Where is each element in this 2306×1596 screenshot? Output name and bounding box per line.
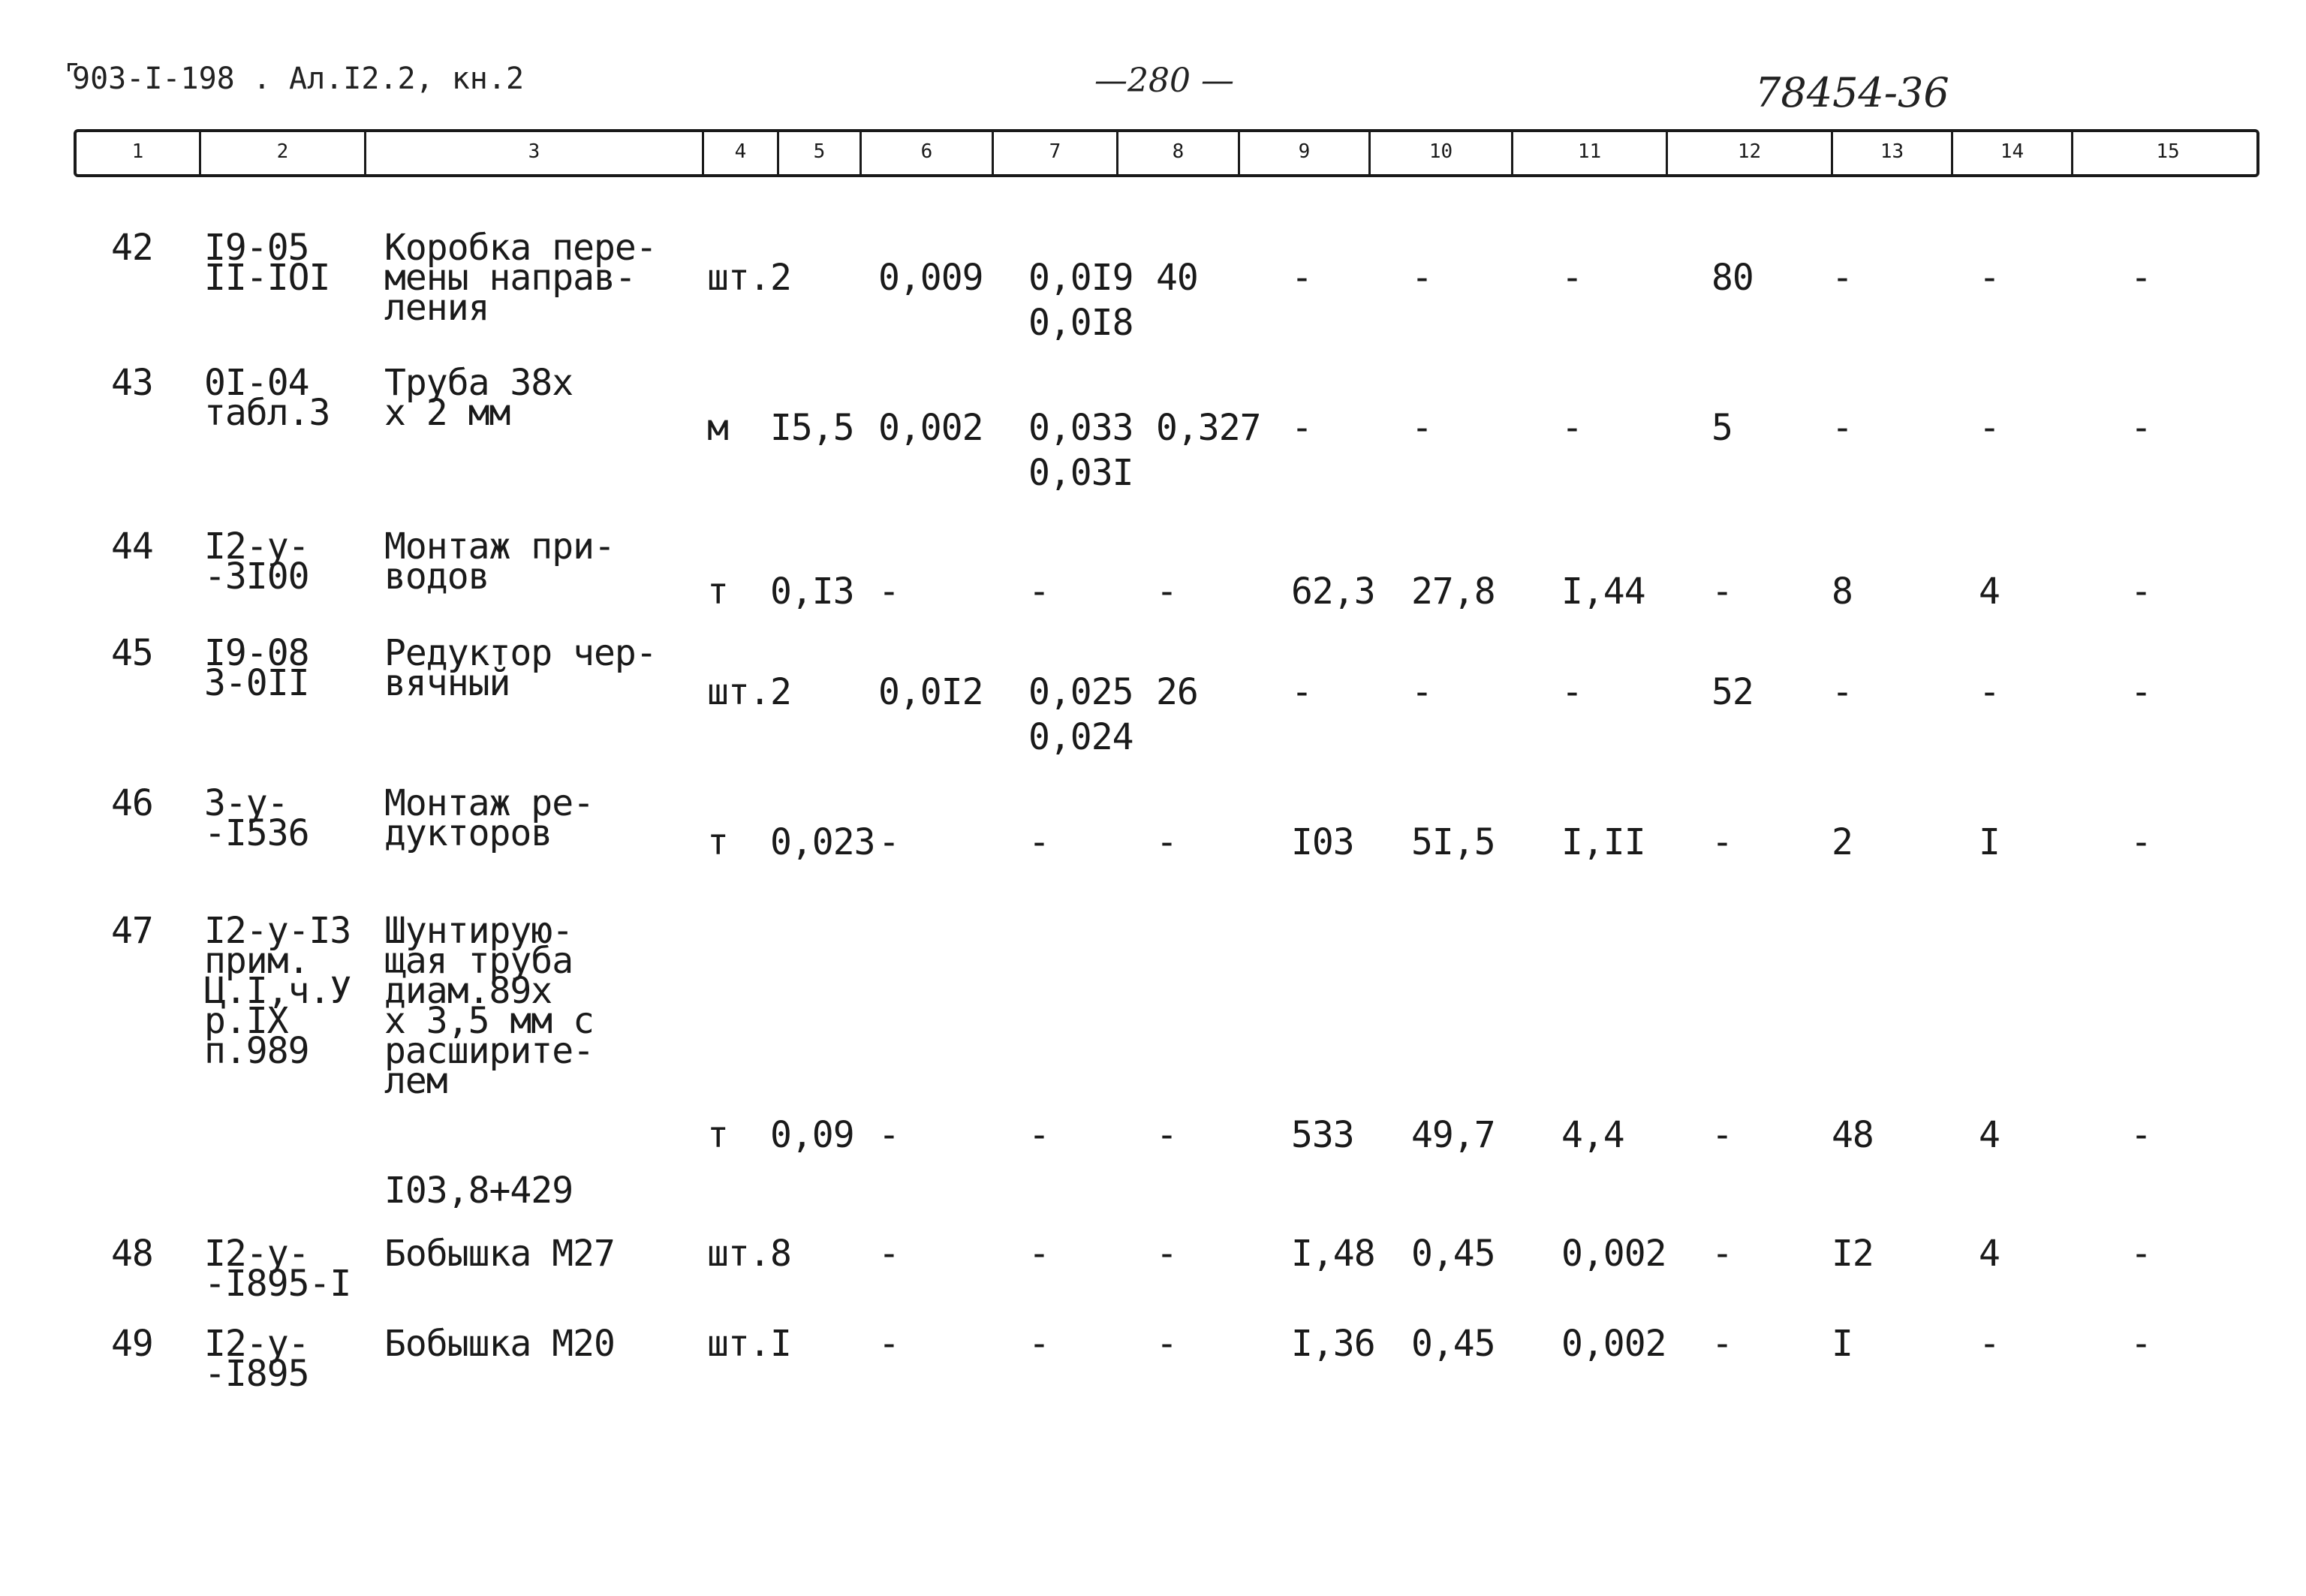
col9-value: - xyxy=(1291,671,1312,713)
col9-value: 62,3 xyxy=(1291,571,1375,613)
norm-code: I9-08 3-0II xyxy=(204,632,309,704)
column-number-12: 12 xyxy=(1668,132,1833,174)
col7-denominator: 0,0I8 xyxy=(1028,302,1133,344)
column-number-6: 6 xyxy=(862,132,994,174)
col11-value: 0,002 xyxy=(1561,1323,1666,1365)
col6-value: - xyxy=(878,821,899,863)
col8-value: - xyxy=(1156,821,1177,863)
row-number: 44 xyxy=(111,525,153,568)
col7-value: - xyxy=(1028,821,1049,863)
col12-value: - xyxy=(1711,1114,1733,1156)
col11-value: I,44 xyxy=(1561,571,1645,613)
column-number-8: 8 xyxy=(1118,132,1240,174)
col9-value: I03 xyxy=(1291,821,1354,863)
col7-value: - xyxy=(1028,1323,1049,1365)
unit: т xyxy=(707,821,728,863)
col6-value: - xyxy=(878,1233,899,1275)
norm-code: I2-у-I3 прим. Ц.I,ч.У р.IX п.989 xyxy=(204,910,351,1072)
col13-value: - xyxy=(1832,407,1853,449)
column-number-header xyxy=(74,129,2259,177)
column-number-1: 1 xyxy=(77,132,201,174)
col12-value: - xyxy=(1711,821,1733,863)
document-code: 903-I-198 . Ал.I2.2, кн.2 xyxy=(72,62,525,96)
col14-value: I xyxy=(1979,821,2000,863)
col13-value: 8 xyxy=(1832,571,1853,613)
item-name: Бобышка М20 xyxy=(384,1323,615,1365)
col15-value: - xyxy=(2130,1323,2151,1365)
col10-value: 0,45 xyxy=(1411,1233,1495,1275)
item-name: Редуктор чер- вячный xyxy=(384,632,657,704)
col7-value: 0,033 xyxy=(1028,407,1133,449)
column-number-10: 10 xyxy=(1371,132,1513,174)
row-number: 47 xyxy=(111,910,153,952)
norm-code: I2-у- -I895 xyxy=(204,1323,309,1395)
unit: м xyxy=(707,407,728,449)
unit: т xyxy=(707,1114,728,1156)
column-number-3: 3 xyxy=(366,132,704,174)
item-name: Бобышка М27 xyxy=(384,1233,615,1275)
col14-value: 4 xyxy=(1979,1114,2000,1156)
col9-value: I,36 xyxy=(1291,1323,1375,1365)
norm-code: I2-у- -3I00 xyxy=(204,525,309,598)
unit: шт. xyxy=(707,1233,770,1275)
item-name: Монтаж при- водов xyxy=(384,525,615,598)
col15-value: - xyxy=(2130,571,2151,613)
norm-code: 3-у- -I536 xyxy=(204,782,309,854)
col13-value: - xyxy=(1832,257,1853,299)
row-number: 43 xyxy=(111,362,153,404)
col14-value: - xyxy=(1979,407,2000,449)
col8-value: 26 xyxy=(1156,671,1198,713)
column-number-5: 5 xyxy=(779,132,862,174)
row-number: 46 xyxy=(111,782,153,824)
col11-value: - xyxy=(1561,407,1582,449)
col9-value: - xyxy=(1291,257,1312,299)
col11-value: 0,002 xyxy=(1561,1233,1666,1275)
norm-code: I9-05 II-IOI xyxy=(204,227,330,299)
col13-value: 48 xyxy=(1832,1114,1874,1156)
col10-value: 0,45 xyxy=(1411,1323,1495,1365)
quantity: 2 xyxy=(770,257,791,299)
col11-value: I,II xyxy=(1561,821,1645,863)
quantity: 0,I3 xyxy=(770,571,854,613)
column-number-13: 13 xyxy=(1833,132,1953,174)
quantity: 2 xyxy=(770,671,791,713)
col13-value: - xyxy=(1832,671,1853,713)
unit: шт. xyxy=(707,671,770,713)
quantity: I5,5 xyxy=(770,407,854,449)
col14-value: - xyxy=(1979,257,2000,299)
col8-value: 40 xyxy=(1156,257,1198,299)
col10-value: 49,7 xyxy=(1411,1114,1495,1156)
document-number: 78454-36 xyxy=(1755,69,1949,116)
col11-value: 4,4 xyxy=(1561,1114,1624,1156)
row-note: I03,8+429 xyxy=(384,1170,573,1212)
col10-value: - xyxy=(1411,257,1432,299)
column-number-14: 14 xyxy=(1953,132,2073,174)
col13-value: 2 xyxy=(1832,821,1853,863)
item-name: Монтаж ре- дукторов xyxy=(384,782,594,854)
norm-code: I2-у- -I895-I xyxy=(204,1233,351,1305)
quantity: 0,023 xyxy=(770,821,875,863)
col12-value: 80 xyxy=(1711,257,1754,299)
col8-value: - xyxy=(1156,1323,1177,1365)
column-number-9: 9 xyxy=(1240,132,1371,174)
col10-value: - xyxy=(1411,671,1432,713)
col12-value: 52 xyxy=(1711,671,1754,713)
row-number: 49 xyxy=(111,1323,153,1365)
col15-value: - xyxy=(2130,257,2151,299)
col13-value: I2 xyxy=(1832,1233,1874,1275)
col15-value: - xyxy=(2130,671,2151,713)
col11-value: - xyxy=(1561,671,1582,713)
quantity: 8 xyxy=(770,1233,791,1275)
col8-value: - xyxy=(1156,1233,1177,1275)
col10-value: 27,8 xyxy=(1411,571,1495,613)
quantity: I xyxy=(770,1323,791,1365)
row-number: 48 xyxy=(111,1233,153,1275)
col9-value: 533 xyxy=(1291,1114,1354,1156)
col13-value: I xyxy=(1832,1323,1853,1365)
unit: шт. xyxy=(707,1323,770,1365)
col6-value: 0,002 xyxy=(878,407,983,449)
item-name: Труба 38х х 2 мм xyxy=(384,362,573,434)
unit: шт. xyxy=(707,257,770,299)
col14-value: - xyxy=(1979,671,2000,713)
page-number: —280 — xyxy=(1094,62,1234,100)
col14-value: 4 xyxy=(1979,571,2000,613)
col15-value: - xyxy=(2130,1114,2151,1156)
row-number: 42 xyxy=(111,227,153,269)
col11-value: - xyxy=(1561,257,1582,299)
col8-value: - xyxy=(1156,1114,1177,1156)
col10-value: 5I,5 xyxy=(1411,821,1495,863)
col7-value: - xyxy=(1028,1233,1049,1275)
col12-value: 5 xyxy=(1711,407,1733,449)
col7-value: 0,0I9 xyxy=(1028,257,1133,299)
col7-value: 0,025 xyxy=(1028,671,1133,713)
col15-value: - xyxy=(2130,1233,2151,1275)
col7-value: - xyxy=(1028,571,1049,613)
col8-value: - xyxy=(1156,571,1177,613)
col6-value: - xyxy=(878,1323,899,1365)
column-number-7: 7 xyxy=(994,132,1118,174)
col15-value: - xyxy=(2130,821,2151,863)
col12-value: - xyxy=(1711,571,1733,613)
quantity: 0,09 xyxy=(770,1114,854,1156)
col6-value: 0,0I2 xyxy=(878,671,983,713)
column-number-15: 15 xyxy=(2156,140,2180,163)
col9-value: - xyxy=(1291,407,1312,449)
col12-value: - xyxy=(1711,1323,1733,1365)
column-number-11: 11 xyxy=(1513,132,1668,174)
item-name: Коробка пере- мены направ- ления xyxy=(384,227,657,329)
col12-value: - xyxy=(1711,1233,1733,1275)
col10-value: - xyxy=(1411,407,1432,449)
col7-value: - xyxy=(1028,1114,1049,1156)
item-name: Шунтирую- щая труба диам.89х х 3,5 мм с расширите- лем xyxy=(384,910,594,1102)
col6-value: - xyxy=(878,1114,899,1156)
col7-denominator: 0,03I xyxy=(1028,452,1133,494)
col14-value: 4 xyxy=(1979,1233,2000,1275)
column-number-4: 4 xyxy=(704,132,779,174)
col6-value: 0,009 xyxy=(878,257,983,299)
norm-code: 0I-04 табл.3 xyxy=(204,362,330,434)
unit: т xyxy=(707,571,728,613)
col15-value: - xyxy=(2130,407,2151,449)
col7-denominator: 0,024 xyxy=(1028,716,1133,758)
col14-value: - xyxy=(1979,1323,2000,1365)
col6-value: - xyxy=(878,571,899,613)
col9-value: I,48 xyxy=(1291,1233,1375,1275)
row-number: 45 xyxy=(111,632,153,674)
col8-value: 0,327 xyxy=(1156,407,1261,449)
column-number-2: 2 xyxy=(201,132,366,174)
